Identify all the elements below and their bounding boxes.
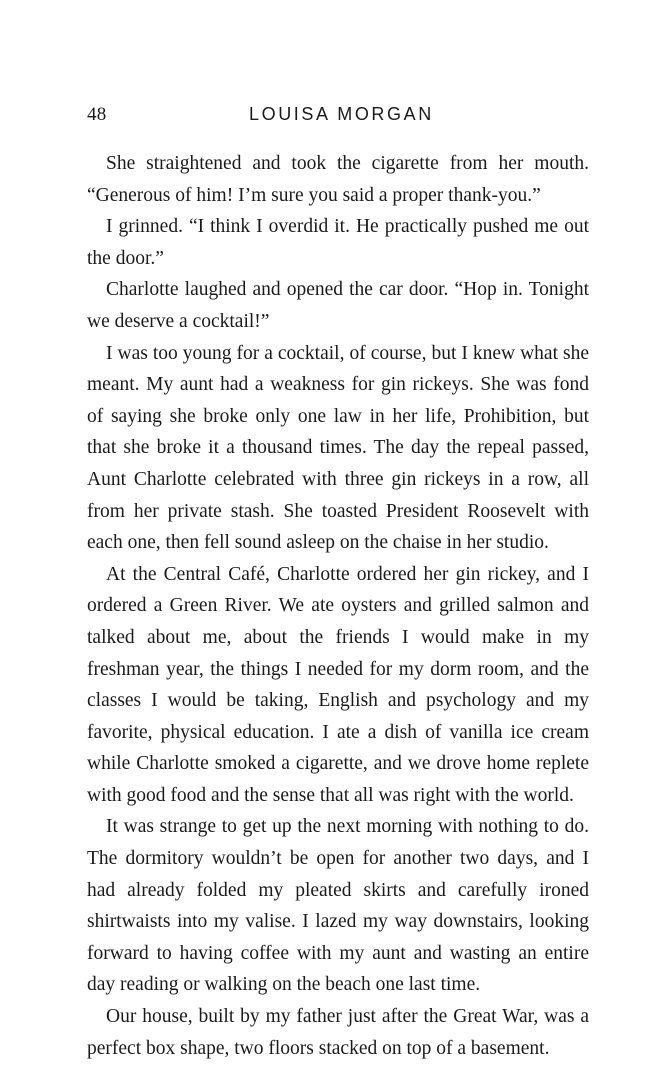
paragraph: I grinned. “I think I overdid it. He practically pushed me out the door.” [87, 216, 589, 269]
paragraph: Charlotte laughed and opened the car door. “Hop in. Tonight we deserve a cocktail!” [87, 279, 589, 332]
body-text [87, 148, 589, 1064]
page-number: 48 [87, 104, 107, 125]
paragraph: I was too young for a cocktail, of course, but I knew what she meant. My aunt had a weakness for gin rickeys. She was fond of saying she broke only one law in her life, Prohibition, but that she broke it a thousand times. The day the repeal passed, Aunt Charlotte celebrated with three gin rickeys in a row, all from her private stash. She toasted President Roosevelt with each one, then fell sound asleep on the chaise in her studio. [87, 342, 589, 554]
paragraph: At the Central Café, Charlotte ordered her gin rickey, and I ordered a Green River. We ate oysters and grilled salmon and talked about me, about the friends I would make in my freshman year, the things I needed for my dorm room, and the classes I would be taking, English and psychology and my favorite, physical education. I ate a dish of vanilla ice cream while Charlotte smoked a cigarette, and we drove home replete with good food and the sense that all was right with the world. [87, 563, 589, 806]
paragraph: It was strange to get up the next morning with nothing to do. The dormitory wouldn’t be open for another two days, and I had already folded my pleated skirts and carefully ironed shirtwaists into my valise. I lazed my way downstairs, looking forward to having coffee with my aunt and wasting an entire day reading or walking on the beach one last time. [87, 816, 589, 996]
paragraph: She straightened and took the cigarette from her mouth. “Generous of him! I’m sure you said a proper thank-you.” [87, 153, 589, 206]
running-head [87, 104, 587, 128]
paragraph: Our house, built by my father just after the Great War, was a perfect box shape, two floors stacked on top of a basement. [87, 1006, 589, 1059]
running-head-author: LOUISA MORGAN [249, 104, 434, 124]
